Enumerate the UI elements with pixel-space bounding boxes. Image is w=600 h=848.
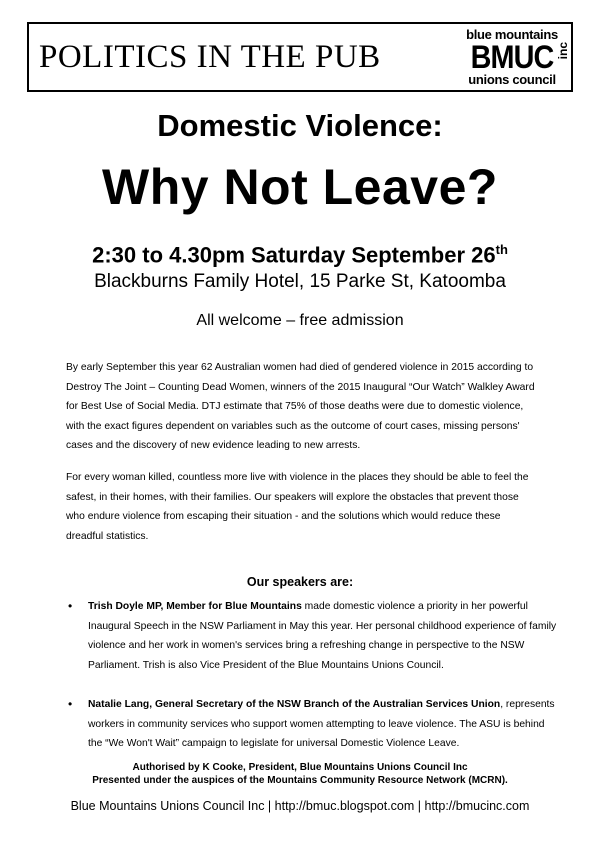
logo-inc-text: inc	[556, 42, 570, 60]
logo-bottom-text: unions council	[468, 72, 556, 87]
event-datetime	[0, 242, 600, 268]
speaker-name: Trish Doyle MP, Member for Blue Mountains	[88, 601, 302, 612]
header-box	[27, 22, 573, 92]
body-paragraph-1: By early September this year 62 Australian women had died of gendered violence in 2015 according to Destroy The Joint – Counting Dead Women, winners of the 2015 Inaugural “Our Watch” Walkley Award for Best Use of Social Media. DTJ estimate that 75% of those deaths were due to domestic violence, with the exact figures dependent on variables such as the outcome of court cases, missing persons' cases and the discovery of new evidence leading to new arrests.	[66, 362, 535, 451]
speaker-description: made domestic violence a priority in her powerful Inaugural Speech in the NSW Parliament in May this year. Her personal childhood experience of family violence and her work in women's services bring a refreshing change in perspective to the NSW Parliament. Trish is also Vice President of the Blue Mountains Unions Council.	[88, 601, 557, 671]
footer-text: Blue Mountains Unions Council Inc | http://bmuc.blogspot.com | http://bmucinc.com	[70, 799, 530, 813]
speaker-name: Natalie Lang, General Secretary of the NSW Branch of the Australian Services Union	[88, 699, 501, 710]
event-datetime-suffix: th	[495, 242, 508, 257]
bullet-icon: •	[68, 599, 73, 613]
logo-top-text: blue mountains	[466, 27, 558, 42]
speaker-description: , represents workers in community services who support women attempting to leave violence. The ASU is behind the “We Won't Wait” campaign to legislate for universal Domestic Violence Leave.	[88, 699, 555, 749]
authorisation-block	[0, 761, 600, 787]
bullet-icon: •	[68, 697, 73, 711]
header-title: POLITICS IN THE PUB	[39, 39, 381, 75]
speaker-item	[68, 597, 558, 675]
event-title: Why Not Leave?	[102, 159, 498, 215]
logo-main-text: BMUC	[470, 39, 554, 75]
speaker-item	[68, 695, 558, 754]
event-welcome: All welcome – free admission	[196, 312, 404, 329]
body-paragraph-2: For every woman killed, countless more live with violence in the places they should be able to feel the safest, in their homes, with their families. Our speakers will explore the obstacles that prevent those who endure violence from escaping their situation - and the solutions which would reduce these dreadful statistics.	[66, 472, 529, 542]
speakers-heading: Our speakers are:	[246, 575, 354, 589]
event-datetime-text: 2:30 to 4.30pm Saturday September 26	[92, 242, 496, 268]
authorisation-line-1: Authorised by K Cooke, President, Blue Mountains Unions Council Inc	[132, 762, 468, 773]
event-venue: Blackburns Family Hotel, 15 Parke St, Katoomba	[94, 271, 506, 292]
event-subtitle: Domestic Violence:	[157, 108, 443, 143]
authorisation-line-2: Presented under the auspices of the Mountains Community Resource Network (MCRN).	[92, 775, 508, 786]
bmuc-logo	[457, 27, 570, 87]
